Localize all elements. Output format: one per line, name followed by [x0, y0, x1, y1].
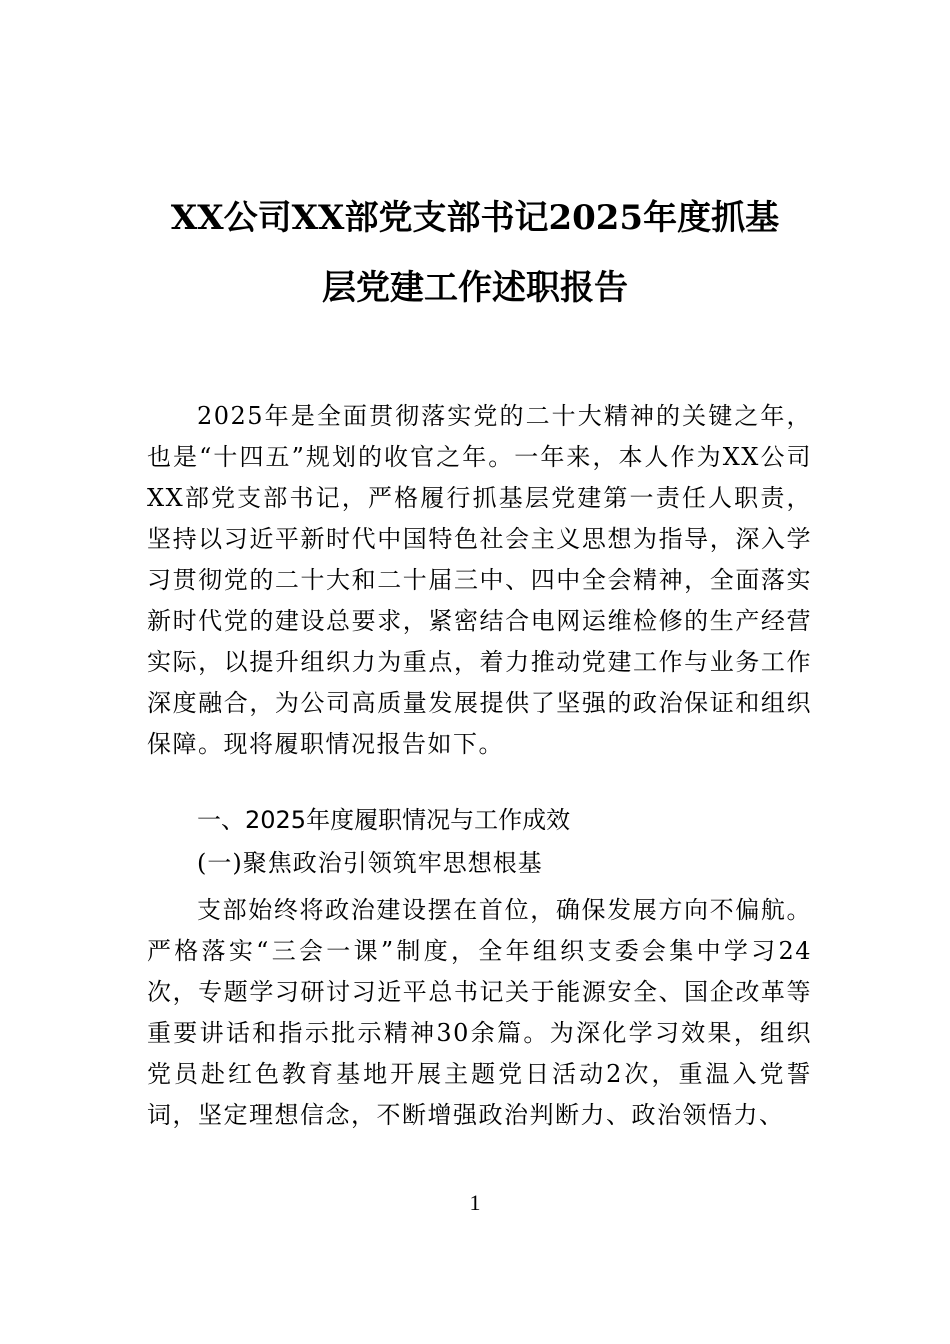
section-paragraph: 支部始终将政治建设摆在首位，确保发展方向不偏航。严格落实“三会一课”制度，全年组织支委会集中学习24次，专题学习研讨习近平总书记关于能源安全、国企改革等重要讲话和指示批示精神30余篇。为深化学习效果，组织党员赴红色教育基地开展主题党日活动2次，重温入党誓词，坚定理想信念，不断增强政治判断力、政治领悟力、 — [147, 896, 812, 1129]
document-title-line-2: 层党建工作述职报告 — [322, 268, 628, 308]
subsection-heading: (一)聚焦政治引领筑牢思想根基 — [197, 849, 543, 877]
document-title-line-1: XX公司XX部党支部书记2025年度抓基 — [170, 198, 780, 238]
section-heading: 一、2025年度履职情况与工作成效 — [197, 806, 571, 834]
intro-paragraph: 2025年是全面贯彻落实党的二十大精神的关键之年，也是“十四五”规划的收官之年。一年来，本人作为XX公司XX部党支部书记，严格履行抓基层党建第一责任人职责，坚持以习近平新时代中国特色社会主义思想为指导，深入学习贯彻党的二十大和二十届三中、四中全会精神，全面落实新时代党的建设总要求，紧密结合电网运维检修的生产经营实际，以提升组织力为重点，着力推动党建工作与业务工作深度融合，为公司高质量发展提供了坚强的政治保证和组织保障。现将履职情况报告如下。 — [147, 402, 812, 758]
page-number: 1 — [469, 1190, 481, 1215]
